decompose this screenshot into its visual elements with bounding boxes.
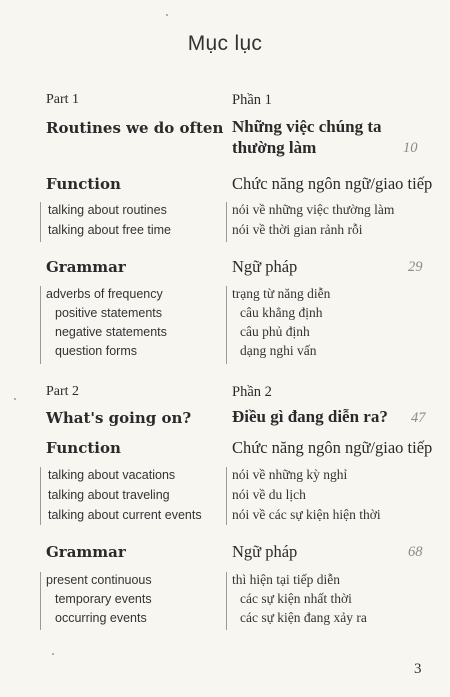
function-heading-en: Function <box>46 439 121 457</box>
grammar-subitem-vi: các sự kiện nhất thời <box>240 591 352 606</box>
grammar-subitem-vi: các sự kiện đang xảy ra <box>240 610 367 625</box>
page-number: 3 <box>414 661 422 677</box>
grammar-subitem-en: temporary events <box>55 592 152 606</box>
function-item-en: talking about vacations <box>48 468 176 482</box>
part-title-vi[interactable]: Điều gì đang diễn ra? <box>232 407 388 426</box>
section-rule <box>226 202 227 242</box>
grammar-subitem-en: negative statements <box>55 325 167 339</box>
part-title-en[interactable]: Routines we do often <box>46 119 224 137</box>
grammar-subitem-en: positive statements <box>55 306 162 320</box>
grammar-page-number[interactable]: 29 <box>408 259 423 275</box>
part-title-vi[interactable]: Những việc chúng ta <box>232 117 382 136</box>
function-item-en: talking about current events <box>48 508 202 522</box>
scan-speck <box>14 398 16 400</box>
part-title-page-number[interactable]: 10 <box>403 140 418 156</box>
section-rule <box>226 572 227 630</box>
part-title-vi-line2[interactable]: thường làm <box>232 138 317 157</box>
part-label-vi: Phần 1 <box>232 92 272 108</box>
part-label-vi: Phần 2 <box>232 384 272 400</box>
grammar-page-number[interactable]: 68 <box>408 544 423 560</box>
scan-speck <box>52 653 54 655</box>
part-title-en[interactable]: What's going on? <box>46 409 192 427</box>
section-rule <box>226 467 227 525</box>
function-item-vi: nói về các sự kiện hiện thời <box>232 507 381 522</box>
part-title-page-number[interactable]: 47 <box>411 410 426 426</box>
grammar-subitem-en: occurring events <box>55 611 147 625</box>
function-item-en: talking about free time <box>48 223 171 237</box>
grammar-subitem-en: question forms <box>55 344 137 358</box>
section-rule <box>40 572 41 630</box>
grammar-item-en: present continuous <box>46 573 152 587</box>
grammar-heading-en: Grammar <box>46 258 126 276</box>
grammar-subitem-vi: dạng nghi vấn <box>240 343 317 358</box>
grammar-item-en: adverbs of frequency <box>46 287 163 301</box>
section-rule <box>40 202 41 242</box>
function-item-vi: nói về thời gian rảnh rỗi <box>232 222 363 237</box>
grammar-heading-vi: Ngữ pháp <box>232 257 298 276</box>
grammar-subitem-vi: câu phủ định <box>240 324 310 339</box>
function-item-vi: nói về du lịch <box>232 487 306 502</box>
part-label-en: Part 2 <box>46 384 80 399</box>
function-item-en: talking about traveling <box>48 488 170 502</box>
function-heading-vi: Chức năng ngôn ngữ/giao tiếp <box>232 438 433 457</box>
function-item-vi: nói về những việc thường làm <box>232 202 395 217</box>
part-label-en: Part 1 <box>46 92 80 107</box>
grammar-subitem-vi: câu khẳng định <box>240 305 323 320</box>
function-heading-en: Function <box>46 175 121 193</box>
function-item-en: talking about routines <box>48 203 167 217</box>
grammar-item-vi: trạng từ năng diễn <box>232 286 331 301</box>
section-rule <box>226 286 227 364</box>
grammar-heading-en: Grammar <box>46 543 126 561</box>
section-rule <box>40 286 41 364</box>
grammar-item-vi: thì hiện tại tiếp diễn <box>232 572 340 587</box>
page-title: Mục lục <box>187 32 263 55</box>
grammar-heading-vi: Ngữ pháp <box>232 542 298 561</box>
function-item-vi: nói về những kỳ nghỉ <box>232 467 348 482</box>
section-rule <box>40 467 41 525</box>
function-heading-vi: Chức năng ngôn ngữ/giao tiếp <box>232 174 433 193</box>
scan-speck <box>166 14 168 16</box>
